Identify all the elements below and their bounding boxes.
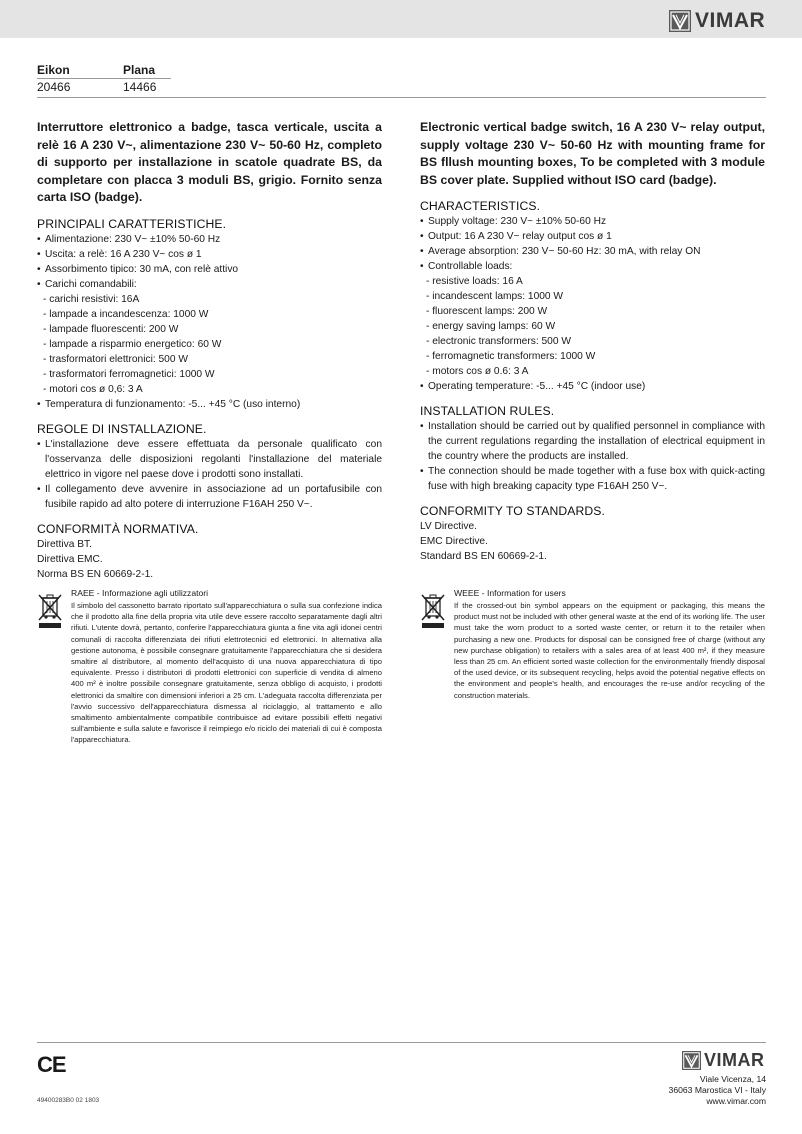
- load-item: - motori cos ø 0,6: 3 A: [43, 383, 143, 395]
- english-description: Electronic vertical badge switch, 16 A 230 V~ relay output, supply voltage 230 V~ 50-60 Hz with mounting frame for BS fllush mounting boxes, To be completed with 3 module BS cover plate. Supplied without ISO card (badge).: [420, 120, 765, 187]
- italian-installation-list: [37, 437, 382, 512]
- footer-logo: [682, 1050, 765, 1071]
- italian-characteristics-list: [37, 232, 382, 412]
- load-item: - lampade a incandescenza: 1000 W: [43, 308, 209, 320]
- list-item: • Temperatura di funzionamento: -5... +45 °C (uso interno): [37, 397, 382, 412]
- english-characteristics-list: [420, 214, 765, 394]
- italian-description: Interruttore elettronico a badge, tasca verticale, uscita a relè 16 A 230 V~, alimentazione 230 V~ 50-60 Hz, completo di supporto per installazione in scatole quadrate BS, da completare con placca 3 moduli BS, grigio. Fornito senza carta ISO (badge).: [37, 120, 382, 204]
- website-link[interactable]: www.vimar.com: [706, 1096, 766, 1106]
- english-installation-list: [420, 419, 765, 494]
- weee-notice: [420, 588, 765, 701]
- document-number: 49400283B0 02 1803: [37, 1097, 100, 1104]
- raee-title: RAEE - Informazione agli utilizzatori: [71, 588, 209, 598]
- list-item: • The connection should be made together with a fuse box with quick-acting fuse with high breaking capacity type F16AH 250 V~.: [420, 464, 765, 494]
- list-item: • Installation should be carried out by qualified personnel in compliance with the current regulations regarding the installation of electrical equipment in the country where the products are installed.: [420, 419, 765, 464]
- crossed-bin-icon: [37, 593, 63, 629]
- load-item: - electronic transformers: 500 W: [426, 336, 571, 347]
- vimar-logo-icon: [669, 10, 691, 32]
- list-item: • Controllable loads:: [420, 259, 765, 274]
- list-item: • Supply voltage: 230 V~ ±10% 50-60 Hz: [420, 214, 765, 229]
- raee-notice: [37, 588, 382, 746]
- list-item: • Alimentazione: 230 V~ ±10% 50-60 Hz: [37, 232, 382, 247]
- code-header-plana: Plana: [123, 62, 156, 77]
- load-item: - energy saving lamps: 60 W: [426, 321, 556, 332]
- codes-value-row: [37, 78, 156, 95]
- raee-body: Il simbolo del cassonetto barrato riportato sull'apparecchiatura o sulla sua confezione indica che il prodotto alla fine della propria vita utile deve essere raccolto separatamente dagli altri rifiuti. L'utente dovrà, pertanto, conferire l'apparecchiatura giunta a fine vita agli idonei centri comunali di raccolta differenziata dei rifiuti elettrotecnici ed elettronici. In alternativa alla gestione autonoma, è possibile consegnare gratuitamente l'apparecchiatura che si desidera smaltire al distributore, al momento dell'acquisto di una nuova apparecchiatura di tipo equivalente. Presso i distributori di prodotti elettronici con superficie di vendita di almeno 400 m² è inoltre possibile consegnare gratuitamente, senza obbligo di acquisto, i prodotti elettronici da smaltire con dimensioni inferiori a 25 cm. L'adeguata raccolta differenziata per l'avvio successivo dell'apparecchiatura dismessa al riciclaggio, al trattamento e allo smaltimento ambientalmente compatibile contribuisce ad evitare possibili effetti negativi sull'ambiente e sulla salute e favorisce il reimpiego e/o riciclo dei materiali di cui è composta l'apparecchiatura.: [71, 601, 382, 745]
- list-item: • Uscita: a relè: 16 A 230 V~ cos ø 1: [37, 247, 382, 262]
- italian-column: [37, 119, 382, 592]
- codes-header-row: [37, 61, 156, 78]
- english-characteristics-title: CHARACTERISTICS.: [420, 199, 541, 213]
- load-item: - trasformatori elettronici: 500 W: [43, 353, 188, 365]
- address-city: 36063 Marostica VI - Italy: [668, 1085, 766, 1095]
- ce-mark: CE: [37, 1052, 66, 1077]
- english-conformity-list: [420, 519, 765, 564]
- header-divider: [37, 97, 766, 98]
- conformity-item: Direttiva EMC.: [37, 553, 103, 565]
- conformity-item: Norma BS EN 60669-2-1.: [37, 568, 154, 580]
- vimar-logo-icon: [682, 1051, 701, 1070]
- footer-divider: [37, 1042, 766, 1043]
- load-item: - fluorescent lamps: 200 W: [426, 306, 548, 317]
- english-conformity-title: CONFORMITY TO STANDARDS.: [420, 504, 606, 518]
- english-column: [420, 119, 765, 574]
- header-brand-text: VIMAR: [695, 9, 766, 32]
- code-header-eikon: Eikon: [37, 62, 70, 77]
- list-item: • Operating temperature: -5... +45 °C (indoor use): [420, 379, 765, 394]
- load-item: - lampade fluorescenti: 200 W: [43, 323, 179, 335]
- load-item: - carichi resistivi: 16A: [43, 293, 140, 305]
- header-logo: [669, 9, 765, 33]
- load-item: - trasformatori ferromagnetici: 1000 W: [43, 368, 215, 380]
- list-item: • Carichi comandabili:: [37, 277, 382, 292]
- list-item: • Assorbimento tipico: 30 mA, con relè attivo: [37, 262, 382, 277]
- footer-brand-text: VIMAR: [704, 1050, 765, 1070]
- conformity-item: Direttiva BT.: [37, 538, 92, 550]
- load-item: - resistive loads: 16 A: [426, 276, 523, 287]
- code-value-eikon: 20466: [37, 79, 71, 94]
- list-item: • Output: 16 A 230 V~ relay output cos ø 1: [420, 229, 765, 244]
- list-item: • Il collegamento deve avvenire in associazione ad un portafusibile con fusibile rapido ad alto potere di interruzione F16AH 250 V~.: [37, 482, 382, 512]
- load-item: - lampade a risparmio energetico: 60 W: [43, 338, 222, 350]
- load-item: - motors cos ø 0.6: 3 A: [426, 366, 529, 377]
- list-item: • Average absorption: 230 V~ 50-60 Hz: 30 mA, with relay ON: [420, 244, 765, 259]
- italian-installation-title: REGOLE DI INSTALLAZIONE.: [37, 421, 207, 436]
- weee-body: If the crossed-out bin symbol appears on the equipment or packaging, this means the product must not be included with other general waste at the end of its working life. The user must take the worn product to a sorted waste center, or return it to the retailer when purchasing a new one. Products for disposal can be consigned free of charge (without any new purchase obligation) to retailers with a sales area of at least 400 m², if they measure less than 25 cm. An efficient sorted waste collection for the environmentally friendly disposal of the used device, or its subsequent recycling, helps avoid the potential negative effects on the environment and people's health, and encourages the re-use and/or recycling of the construction materials.: [454, 601, 765, 700]
- code-value-plana: 14466: [123, 79, 157, 94]
- conformity-item: LV Directive.: [420, 521, 477, 532]
- load-item: - ferromagnetic transformers: 1000 W: [426, 351, 596, 362]
- crossed-bin-icon: [420, 593, 446, 629]
- italian-conformity-title: CONFORMITÀ NORMATIVA.: [37, 521, 199, 536]
- list-item: • L'installazione deve essere effettuata da personale qualificato con l'osservanza delle disposizioni regolanti l'installazione del materiale elettrico in vigore nel paese dove i prodotti sono installati.: [37, 437, 382, 482]
- english-installation-title: INSTALLATION RULES.: [420, 404, 555, 418]
- weee-title: WEEE - Information for users: [454, 588, 566, 598]
- italian-conformity-list: [37, 537, 382, 582]
- address-street: Viale Vicenza, 14: [699, 1074, 766, 1084]
- conformity-item: Standard BS EN 60669-2-1.: [420, 551, 547, 562]
- codes-divider: [37, 78, 171, 79]
- company-address: [669, 1074, 766, 1107]
- load-item: - incandescent lamps: 1000 W: [426, 291, 564, 302]
- italian-characteristics-title: PRINCIPALI CARATTERISTICHE.: [37, 216, 227, 231]
- conformity-item: EMC Directive.: [420, 536, 488, 547]
